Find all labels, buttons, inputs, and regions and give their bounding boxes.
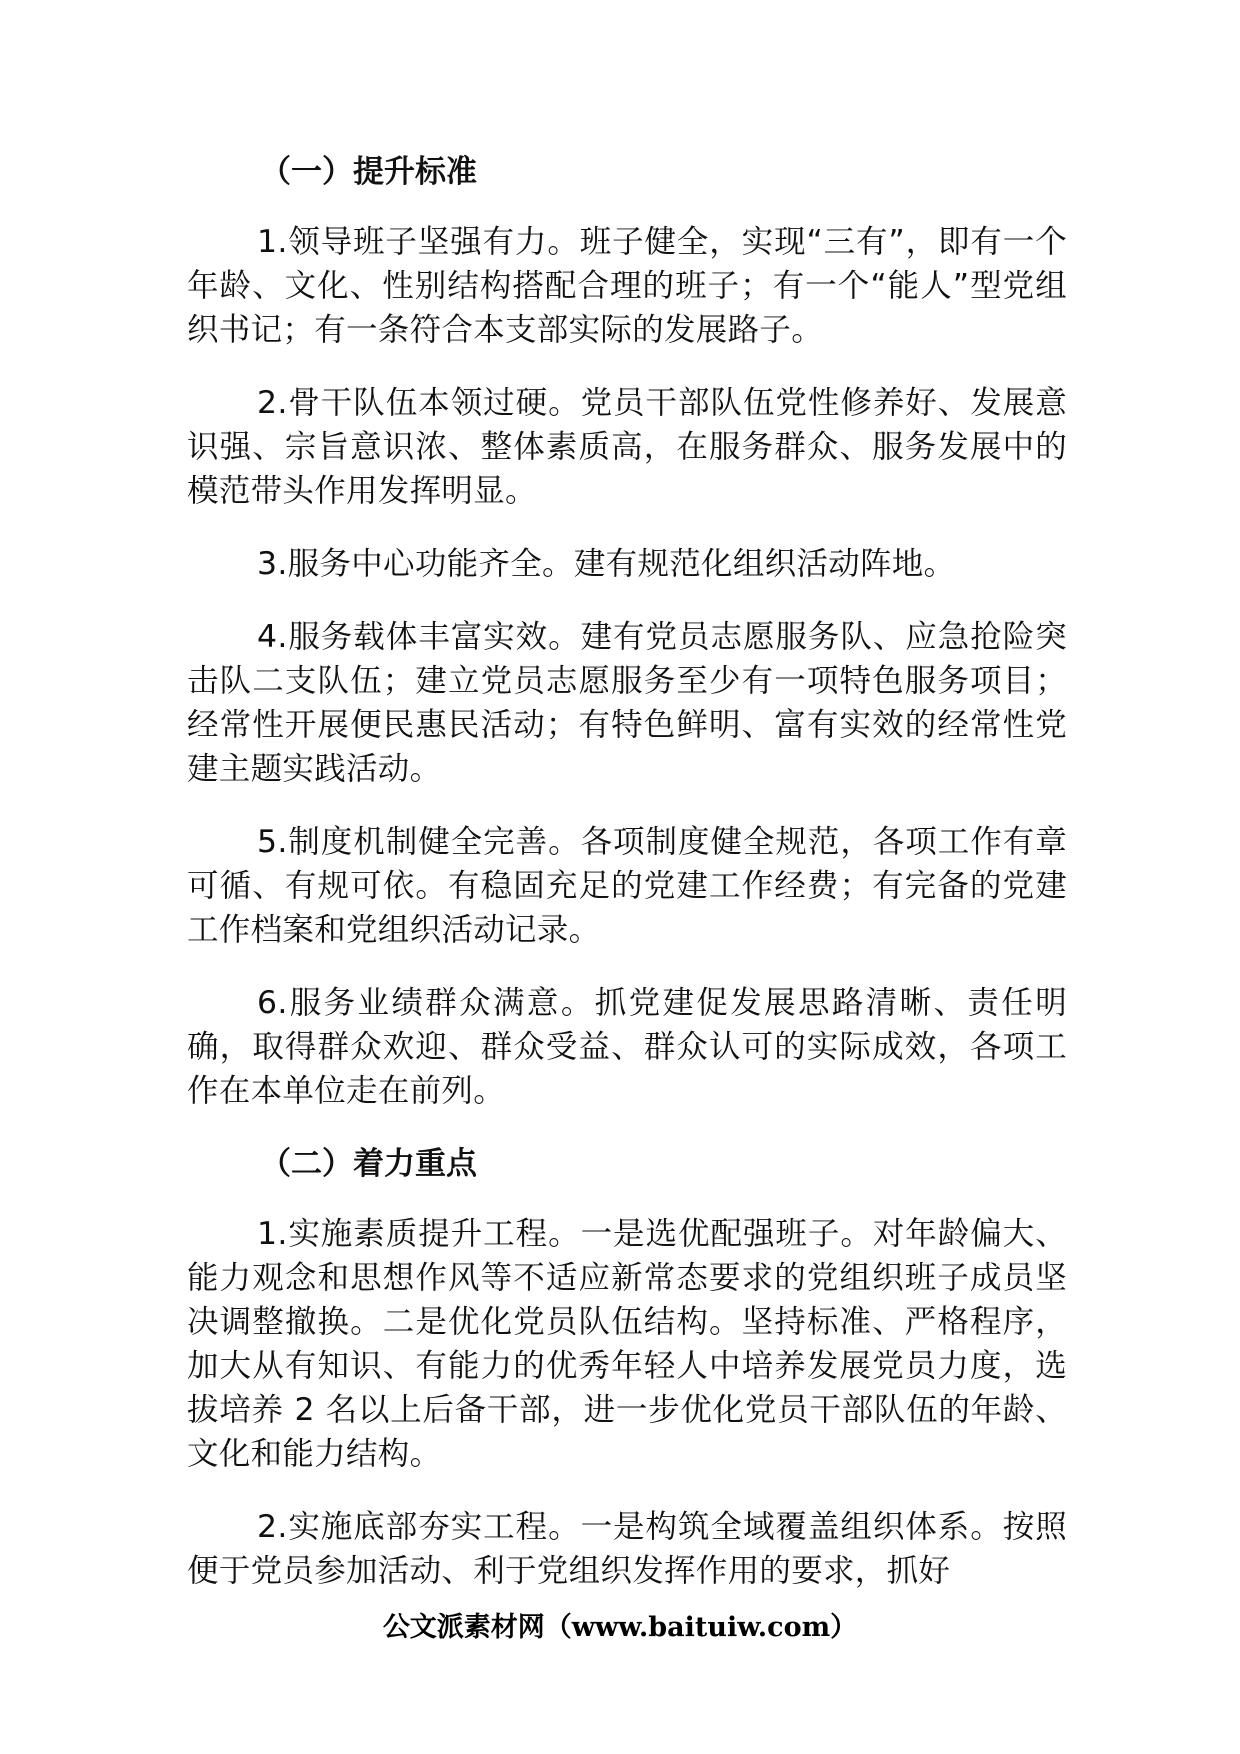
section-heading-2: （二）着力重点 [260,1146,477,1182]
paragraph: 1.领导班子坚强有力。班子健全，实现“三有”，即有一个年龄、文化、性别结构搭配合理的班子；有一个“能人”型党组织书记；有一条符合本支部实际的发展路子。 [187,224,1067,348]
paragraph: 2.实施底部夯实工程。一是构筑全域覆盖组织体系。按照便于党员参加活动、利于党组织发挥作用的要求，抓好 [187,1509,1067,1589]
section-heading-1: （一）提升标准 [260,154,477,190]
paragraph: 4.服务载体丰富实效。建有党员志愿服务队、应急抢险突击队二支队伍；建立党员志愿服务至少有一项特色服务项目；经常性开展便民惠民活动；有特色鲜明、富有实效的经常性党建主题实践活动。 [187,619,1067,787]
paragraph: 3.服务中心功能齐全。建有规范化组织活动阵地。 [257,546,956,582]
paragraph: 6.服务业绩群众满意。抓党建促发展思路清晰、责任明确，取得群众欢迎、群众受益、群众认可的实际成效，各项工作在本单位走在前列。 [187,985,1067,1109]
paragraph: 1.实施素质提升工程。一是选优配强班子。对年龄偏大、能力观念和思想作风等不适应新常态要求的党组织班子成员坚决调整撤换。二是优化党员队伍结构。坚持标准、严格程序，加大从有知识、有能力的优秀年轻人中培养发展党员力度，选拔培养 2 名以上后备干部，进一步优化党员干部队伍的年龄、文化和能力结构。 [187,1216,1067,1472]
document-body [187,150,1067,1622]
page-footer: 公文派素材网（www.baituiw.com） [382,1612,858,1643]
paragraph: 5.制度机制健全完善。各项制度健全规范，各项工作有章可循、有规可依。有稳固充足的党建工作经费；有完备的党建工作档案和党组织活动记录。 [187,824,1067,948]
paragraph: 2.骨干队伍本领过硬。党员干部队伍党性修养好、发展意识强、宗旨意识浓、整体素质高，在服务群众、服务发展中的模范带头作用发挥明显。 [187,385,1067,509]
